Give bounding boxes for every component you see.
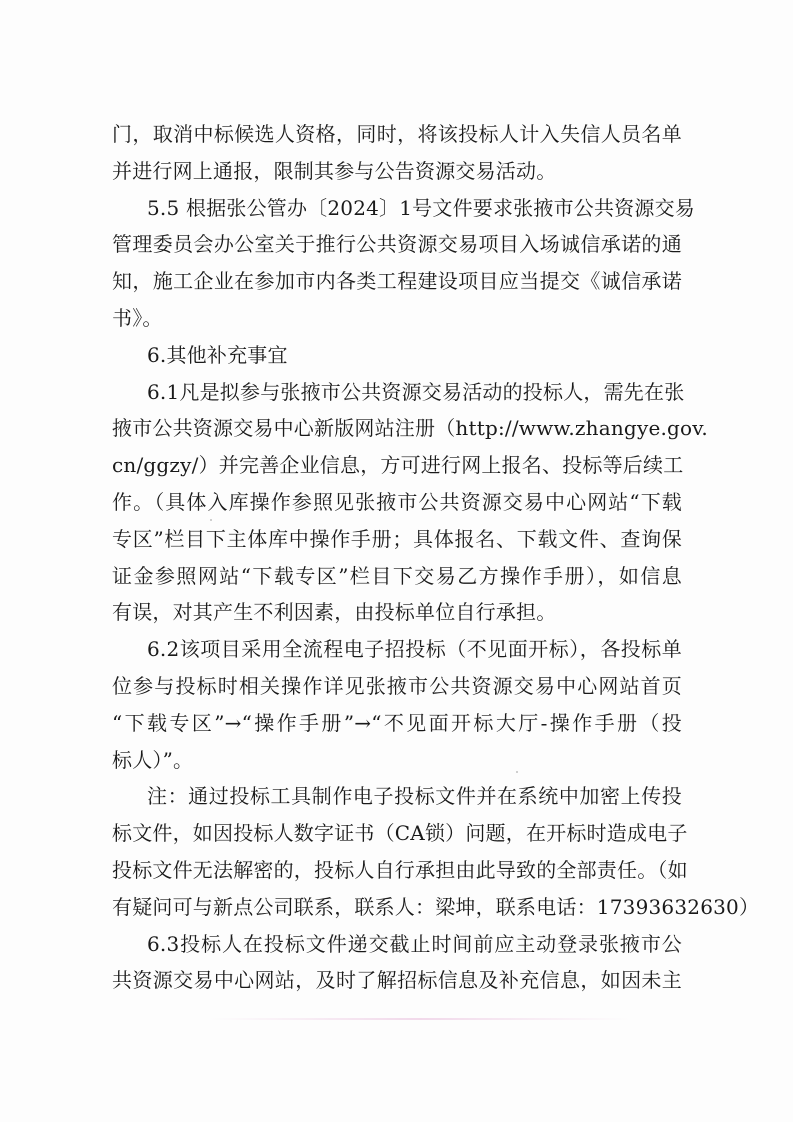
- text-line: 6.其他补充事宜: [147, 342, 288, 367]
- text-line: 注：通过投标工具制作电子投标文件并在系统中加密上传投: [147, 784, 682, 809]
- document-body: [112, 116, 760, 999]
- text-line: 位参与投标时相关操作详见张掖市公共资源交易中心网站首页: [112, 673, 682, 698]
- text-line: 6.1凡是拟参与张掖市公共资源交易活动的投标人，需先在张: [147, 379, 685, 404]
- text-line: 标文件，如因投标人数字证书（CA锁）问题，在开标时造成电子: [112, 821, 688, 846]
- text-line: 6.2该项目采用全流程电子招投标（不见面开标），各投标单: [147, 637, 682, 662]
- text-line: 标人）”。: [112, 747, 194, 772]
- text-line: 知，施工企业在参加市内各类工程建设项目应当提交《诚信承诺: [112, 269, 682, 294]
- text-line: 6.3投标人在投标文件递交截止时间前应主动登录张掖市公: [147, 931, 682, 956]
- scan-speck: [512, 938, 514, 940]
- text-line: 共资源交易中心网站，及时了解招标信息及补充信息，如因未主: [112, 968, 682, 993]
- text-line: 专区”栏目下主体库中操作手册；具体报名、下载文件、查询保: [112, 526, 682, 551]
- text-line: 作。（具体入库操作参照见张掖市公共资源交易中心网站“下载: [112, 489, 682, 514]
- text-line: “下载专区”→“操作手册”→“不见面开标大厅-操作手册（投: [112, 710, 682, 735]
- text-line: 并进行网上通报，限制其参与公告资源交易活动。: [112, 158, 557, 183]
- text-line: 有误，对其产生不利因素，由投标单位自行承担。: [112, 600, 557, 625]
- text-line: 书》。: [112, 305, 163, 330]
- scan-speck: [210, 519, 212, 521]
- text-line: 管理委员会办公室关于推行公共资源交易项目入场诚信承诺的通: [112, 232, 682, 257]
- text-line: cn/ggzy/）并完善企业信息，方可进行网上报名、投标等后续工: [112, 453, 684, 478]
- text-line: 门，取消中标候选人资格，同时，将该投标人计入失信人员名单: [112, 122, 682, 146]
- text-line: 掖市公共资源交易中心新版网站注册（http://www.zhangye.gov.: [112, 416, 708, 441]
- text-line: 投标文件无法解密的，投标人自行承担由此导致的全部责任。（如: [112, 857, 688, 882]
- scan-artifact-line: [210, 1018, 630, 1020]
- text-line: 证金参照网站“下载专区”栏目下交易乙方操作手册），如信息: [112, 563, 682, 588]
- scan-speck: [516, 771, 518, 773]
- text-line: 5.5 根据张公管办〔2024〕1号文件要求张掖市公共资源交易: [147, 195, 695, 220]
- text-line: 有疑问可与新点公司联系，联系人：梁坤，联系电话：17393632630）: [112, 894, 760, 919]
